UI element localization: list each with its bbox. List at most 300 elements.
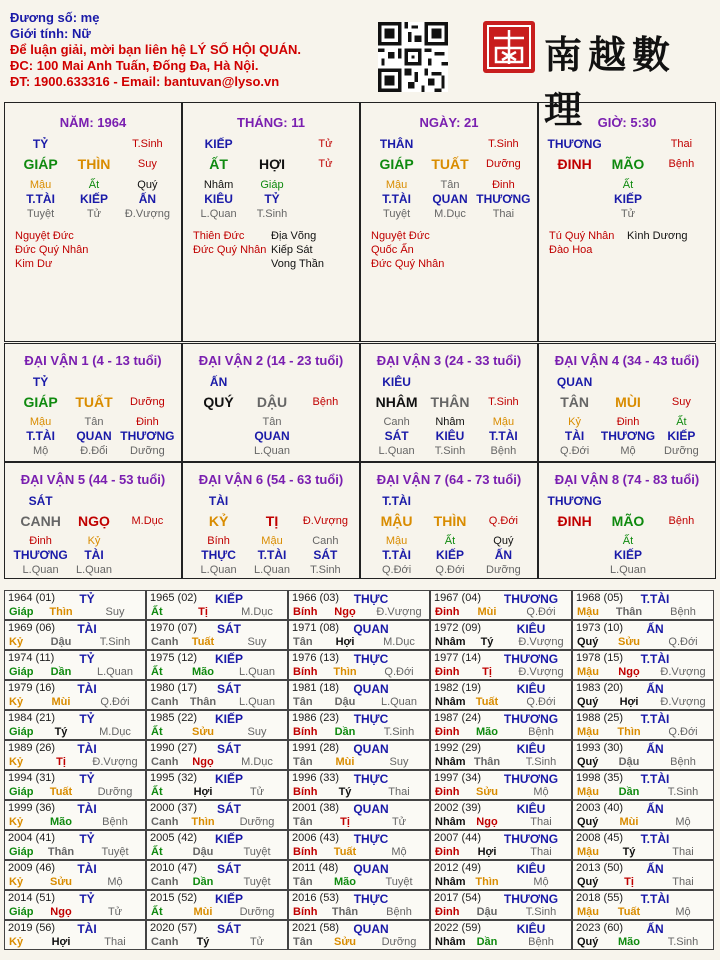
hidden-phase: Tuyệt [383,208,411,220]
ten-god-label: TỶ [32,137,49,151]
hidden-phase: Q.Đới [559,445,590,457]
year-phase: Thai [672,876,694,888]
year-stem: Bính [293,606,318,618]
year-cell [4,800,146,830]
stars-left [371,229,444,271]
year-label: 1980 (17) [150,682,198,694]
hidden-stem: Tân [262,416,282,428]
heavenly-stem: TÂN [560,394,589,410]
year-cell [288,680,430,710]
year-cell [572,710,714,740]
year-stem: Đinh [435,666,460,678]
year-branch: Tuất [191,636,215,648]
hidden-phase: Dưỡng [664,445,699,457]
earthly-branch: MÙI [615,394,641,410]
year-phase: M.Dục [383,636,415,648]
year-branch: Thân [189,696,217,708]
year-label: 1987 (24) [434,712,482,724]
year-ten-god: KIÊU [516,742,546,756]
year-branch: Thìn [49,606,73,618]
year-label: 2018 (55) [576,892,624,904]
ten-god-label: THƯƠNG [547,137,602,151]
hidden-ten-god: KIẾP [613,548,643,562]
dai-van-cell [360,343,538,462]
year-branch: Sửu [617,636,641,648]
year-stem: Ất [151,726,163,738]
year-phase: Đ.Vượng [92,756,138,768]
year-stem: Giáp [9,666,34,678]
year-stem: Canh [151,876,179,888]
year-branch: Dần [50,666,72,678]
year-phase: L.Quan [380,696,418,708]
year-phase: Thai [388,786,410,798]
year-ten-god: KIÊU [516,922,546,936]
year-ten-god: THỰC [353,892,389,906]
year-label: 2008 (45) [576,832,624,844]
year-phase: Bệnh [386,906,412,918]
ten-god-label: TỶ [32,375,49,389]
year-label: 2011 (48) [292,862,339,874]
year-branch: Ngọ [192,756,214,768]
year-label: 1997 (34) [434,772,482,784]
hidden-stem: Canh [383,416,410,428]
life-phase: M.Dục [131,515,164,527]
year-stem: Ất [151,666,163,678]
year-stem: Kỷ [9,636,24,648]
year-branch: Ngọ [334,606,356,618]
year-cell [146,620,288,650]
year-cell [146,800,288,830]
year-stem: Bính [293,786,318,798]
ten-god-label: SÁT [28,494,53,508]
hidden-stem: Mậu [29,179,52,191]
year-cell [4,710,146,740]
year-cell [4,890,146,920]
hidden-ten-god: KIẾP [435,548,465,562]
year-stem: Nhâm [435,636,466,648]
hidden-stem: Mậu [385,179,408,191]
year-branch: Thân [473,756,501,768]
hidden-ten-god: T.TÀI [257,548,287,562]
year-phase: Bệnh [670,606,696,618]
year-label: 1979 (16) [8,682,56,694]
year-cell [288,800,430,830]
year-stem: Giáp [9,606,34,618]
year-label: 2021 (58) [292,922,340,934]
year-phase: T.Sinh [667,786,699,798]
hidden-phase: L.Quan [253,445,291,457]
year-ten-god: KIÊU [516,682,546,696]
year-ten-god: QUAN [353,802,389,816]
hidden-stem: Kỷ [568,416,582,428]
year-cell [4,860,146,890]
year-label: 2001 (38) [292,802,340,814]
hidden-ten-god: THƯƠNG [476,192,531,206]
year-cell [572,890,714,920]
year-branch: Mùi [477,606,497,618]
year-branch: Tý [54,726,68,738]
year-cell [430,860,572,890]
pillar-note: T.Sinh [488,138,519,150]
heavenly-stem: GIÁP [379,156,414,172]
hidden-ten-god: SÁT [384,429,409,443]
stars-right [627,229,687,243]
year-branch: Ngọ [476,816,498,828]
year-label: 1964 (01) [8,592,56,604]
year-ten-god: ẤN [646,742,664,756]
hidden-stem: Giáp [260,179,284,191]
year-cell [146,920,288,950]
hidden-ten-god: KIẾP [79,192,109,206]
year-ten-god: KIẾP [214,652,244,666]
year-stem: Nhâm [435,696,466,708]
hidden-ten-god: ẤN [494,548,513,562]
year-stem: Nhâm [435,756,466,768]
hidden-stem: Đinh [616,416,640,428]
year-phase: T.Sinh [99,636,131,648]
year-label: 2019 (56) [8,922,56,934]
year-label: 1968 (05) [576,592,624,604]
hidden-ten-god: QUAN [432,192,468,206]
year-cell [4,920,146,950]
ten-god-label: THÂN [379,137,414,151]
subject-gender: Giới tính: Nữ [10,26,91,41]
year-cell [572,770,714,800]
year-label: 2005 (42) [150,832,198,844]
hidden-stem: Mậu [29,416,52,428]
heavenly-stem: GIÁP [23,394,58,410]
year-branch: Tị [56,756,66,768]
year-ten-god: TÀI [77,622,97,636]
hidden-stem: Bính [207,535,230,547]
year-branch: Hợi [51,936,71,948]
year-stem: Đinh [435,906,460,918]
year-ten-god: QUAN [353,742,389,756]
year-cell [4,680,146,710]
year-label: 2020 (57) [150,922,198,934]
year-ten-god: SÁT [217,622,241,636]
hidden-phase: M.Dục [434,208,466,220]
year-branch: Hợi [335,636,355,648]
hidden-phase: L.Quan [200,208,237,220]
year-phase: M.Dục [241,756,273,768]
year-stem: Quý [577,876,599,888]
year-cell [288,650,430,680]
hidden-stem: Canh [312,535,339,547]
year-phase: Thai [530,846,552,858]
year-label: 1985 (22) [150,712,198,724]
year-phase: Dưỡng [381,936,417,948]
earthly-branch: HỢI [259,156,285,172]
year-branch: Tuất [333,846,357,858]
dai-van-title: ĐẠI VẬN 8 (74 - 83 tuổi) [554,472,700,487]
year-branch: Sửu [49,876,73,888]
year-cell [288,620,430,650]
subject-name: Đương số: mẹ [10,10,100,25]
year-label: 1984 (21) [8,712,56,724]
year-branch: Dần [476,936,498,948]
life-phase: Dưỡng [130,396,165,408]
hidden-phase: L.Quan [609,564,647,576]
year-label: 2010 (47) [150,862,198,874]
year-label: 1986 (23) [292,712,340,724]
year-branch: Dần [334,726,356,738]
year-label: 1969 (06) [8,622,56,634]
pillar-note: Thai [670,138,693,150]
hidden-stem: Ất [676,416,687,428]
year-phase: Dưỡng [239,816,275,828]
year-stem: Ất [151,786,163,798]
year-stem: Mậu [577,906,599,918]
year-branch: Thìn [191,816,215,828]
year-label: 1970 (07) [150,622,198,634]
year-stem: Giáp [9,726,34,738]
year-phase: Mộ [675,906,691,918]
year-branch: Mão [50,816,72,828]
year-stem: Kỷ [9,696,24,708]
year-branch: Hợi [193,786,213,798]
year-label: 2006 (43) [292,832,340,844]
hidden-phase: T.Sinh [434,445,466,457]
year-label: 1983 (20) [576,682,624,694]
year-cell [430,710,572,740]
year-ten-god: KIÊU [516,622,546,636]
hidden-stem: Tân [440,179,460,191]
year-ten-god: TÀI [77,862,97,876]
stars-right [271,229,324,271]
year-branch: Dậu [50,636,72,648]
year-branch: Sửu [333,936,357,948]
hidden-stem: Kỷ [87,535,101,547]
header [10,10,301,90]
hidden-stem: Quý [137,179,158,191]
year-cell [572,830,714,860]
year-cell [146,890,288,920]
year-stem: Giáp [9,846,34,858]
earthly-branch: MÃO [611,513,645,529]
year-stem: Quý [577,936,599,948]
hidden-stem: Quý [493,535,514,547]
year-stem: Mậu [577,726,599,738]
dai-van-cell [360,462,538,579]
hidden-ten-god: T.TÀI [26,192,55,206]
year-cell [288,740,430,770]
year-ten-god: SÁT [217,742,241,756]
year-branch: Mùi [193,906,213,918]
year-cell [430,770,572,800]
year-label: 1981 (18) [292,682,340,694]
year-branch: Thân [615,606,643,618]
hidden-phase: T.Sinh [256,208,288,220]
hidden-ten-god: QUAN [76,429,112,443]
year-phase: Tuyệt [243,876,271,888]
ten-god-label: TÀI [208,494,229,508]
hidden-ten-god: SÁT [313,548,338,562]
heavenly-stem: QUÝ [203,394,234,410]
year-phase: Tử [391,816,407,828]
hidden-phase: Mộ [32,445,49,457]
star-name: Đức Quý Nhân [193,244,267,256]
year-cell [430,830,572,860]
year-cell [288,590,430,620]
year-phase: Thai [104,936,126,948]
year-label: 2022 (59) [434,922,482,934]
year-label: 2014 (51) [8,892,56,904]
year-branch: Dậu [192,846,214,858]
pillar-note: Tử [318,138,333,150]
year-phase: Đ.Vượng [518,636,564,648]
year-stem: Kỷ [9,876,24,888]
star-name: Địa Võng [271,230,317,242]
year-phase: Suy [247,726,267,738]
hidden-phase: Thai [492,208,515,220]
year-ten-god: TÀI [77,742,97,756]
year-branch: Ngọ [50,906,72,918]
year-branch: Tị [340,816,350,828]
earthly-branch: THÌN [77,156,111,172]
year-phase: Tuyệt [101,846,129,858]
red-seal-icon [480,18,538,76]
year-ten-god: ẤN [646,682,664,696]
year-phase: L.Quan [238,666,276,678]
heavenly-stem: NHÂM [375,394,418,410]
year-stem: Canh [151,636,179,648]
hidden-phase: Tuyệt [27,208,55,220]
year-stem: Bính [293,846,318,858]
year-phase: L.Quan [238,696,276,708]
year-branch: Sửu [191,726,215,738]
year-stem: Bính [293,906,318,918]
hidden-ten-god: KIẾP [667,429,696,443]
year-cell [146,770,288,800]
year-ten-god: TÀI [77,802,97,816]
earthly-branch: THÂN [430,394,470,410]
year-stem: Ất [151,906,163,918]
year-cell [430,920,572,950]
contact-line: Để luận giải, mời bạn liên hệ LÝ SỐ HỘI QUÁN. [10,42,301,57]
year-ten-god: KIẾP [214,892,244,906]
hidden-phase: L.Quan [378,445,415,457]
year-stem: Canh [151,816,179,828]
year-label: 2016 (53) [292,892,340,904]
year-ten-god: KIẾP [214,592,244,606]
stars-left [549,229,614,257]
year-stem: Đinh [435,726,460,738]
year-ten-god: KIẾP [214,772,244,786]
year-phase: T.Sinh [667,936,699,948]
heavenly-stem: ĐINH [557,156,592,172]
year-ten-god: THƯƠNG [503,832,559,846]
year-stem: Kỷ [9,756,24,768]
year-stem: Tân [293,696,313,708]
earthly-branch: TUẤT [75,394,113,410]
year-stem: Bính [293,666,318,678]
year-cell [430,890,572,920]
hidden-ten-god: QUAN [254,429,290,443]
year-phase: Mộ [107,876,123,888]
year-phase: Đ.Vượng [376,606,422,618]
year-phase: Suy [389,756,409,768]
year-phase: T.Sinh [525,756,557,768]
year-ten-god: SÁT [217,802,241,816]
year-label: 1967 (04) [434,592,482,604]
year-phase: Bệnh [670,756,696,768]
year-cell [288,860,430,890]
year-label: 1974 (11) [8,652,55,664]
year-branch: Sửu [475,786,499,798]
year-phase: Thai [530,816,552,828]
year-phase: Tuyệt [385,876,413,888]
year-ten-god: THỰC [353,592,389,606]
year-cell [572,800,714,830]
year-branch: Hợi [619,696,639,708]
hidden-ten-god: T.TÀI [489,429,518,443]
star-name: Quốc Ấn [371,244,414,256]
year-branch: Mão [618,936,640,948]
year-phase: Q.Đới [526,696,556,708]
year-phase: Bệnh [528,936,554,948]
hidden-ten-god: T.TÀI [382,548,411,562]
ten-god-label: KIÊU [382,375,411,389]
year-branch: Dần [618,786,640,798]
year-branch: Thìn [475,876,499,888]
year-branch: Tý [338,786,352,798]
hidden-phase: Tử [86,208,102,220]
year-stem: Bính [293,726,318,738]
hidden-stem: Mậu [385,535,408,547]
year-ten-god: T.TÀI [640,772,670,786]
year-label: 1965 (02) [150,592,198,604]
year-phase: Tử [107,906,123,918]
year-stem: Quý [577,636,599,648]
hidden-phase: L.Quan [75,564,113,576]
year-cell [146,860,288,890]
life-phase: Suy [137,158,157,170]
star-name: Nguyệt Đức [371,230,430,242]
dai-van-cell [538,343,716,462]
hidden-stem: Nhâm [435,416,465,428]
year-label: 2009 (46) [8,862,56,874]
year-branch: Ngọ [618,666,640,678]
year-label: 2004 (41) [8,832,56,844]
dai-van-title: ĐẠI VẬN 1 (4 - 13 tuổi) [24,353,162,368]
year-phase: Đ.Vượng [660,666,706,678]
year-cell [288,890,430,920]
earthly-branch: MÃO [611,156,645,172]
star-name: Tú Quý Nhân [549,230,615,242]
year-ten-god: THƯƠNG [503,712,559,726]
star-name: Vong Thần [271,258,325,270]
hidden-stem: Đinh [136,416,159,428]
year-phase: Mộ [675,816,691,828]
year-cell [430,650,572,680]
star-name: Kiếp Sát [271,244,313,256]
year-branch: Tý [196,936,210,948]
ten-god-label: ẤN [209,375,228,389]
year-stem: Đinh [435,846,460,858]
dai-van-title: ĐẠI VẬN 2 (14 - 23 tuổi) [198,353,344,368]
year-cell [430,620,572,650]
dai-van-title: ĐẠI VẬN 3 (24 - 33 tuổi) [376,353,522,368]
year-branch: Mão [192,666,214,678]
year-phase: Suy [105,606,125,618]
pillar-cell [182,102,360,342]
year-branch: Tý [622,846,636,858]
hidden-ten-god: TÀI [564,429,585,443]
heavenly-stem: GIÁP [23,156,58,172]
hidden-ten-god: T.TÀI [26,429,55,443]
year-cell [572,920,714,950]
